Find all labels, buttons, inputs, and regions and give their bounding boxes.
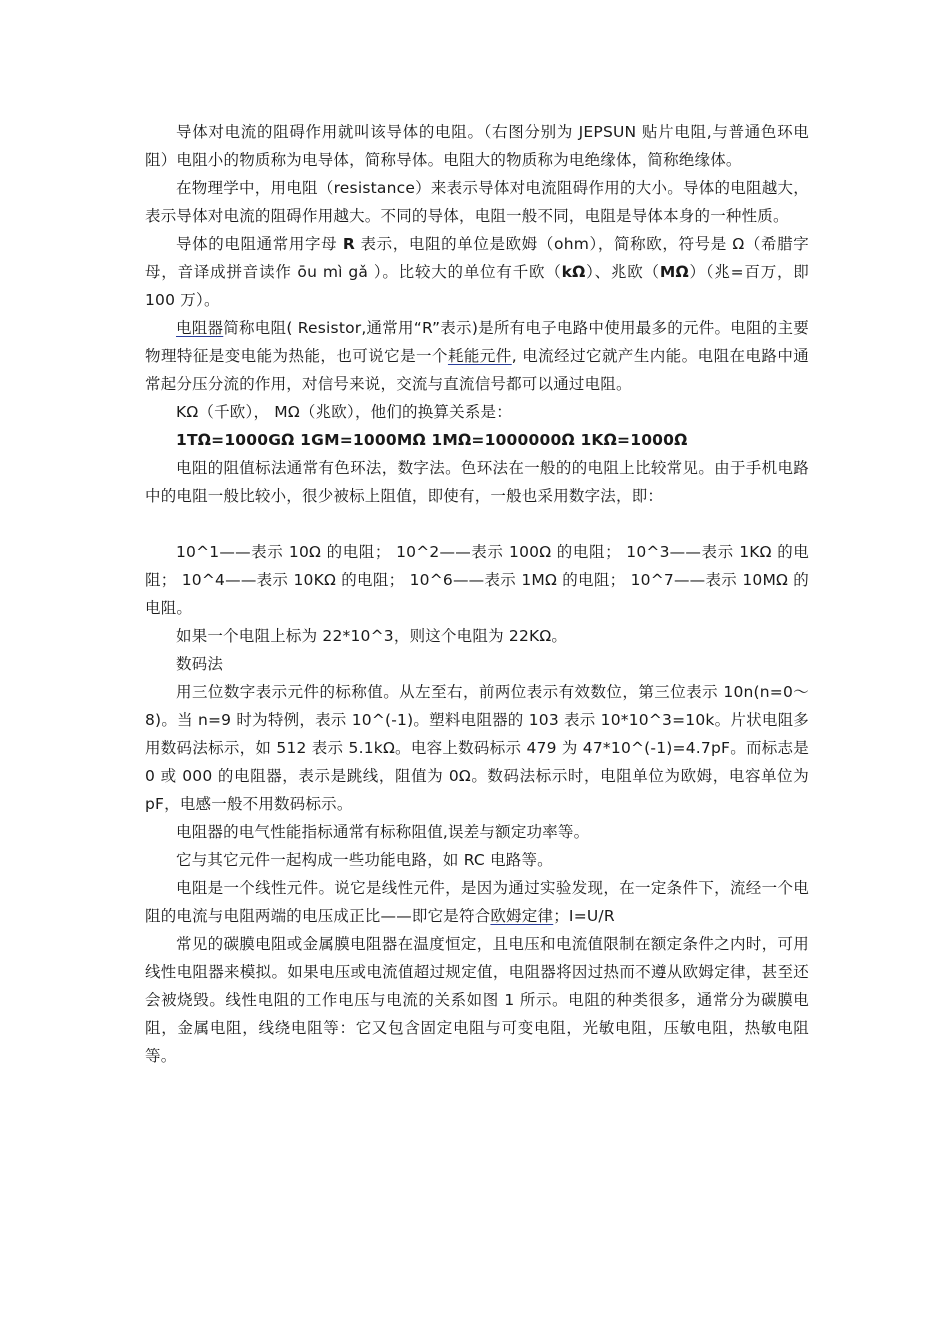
units-text-e: ）、兆欧（ [585, 263, 660, 281]
link-ohms-law[interactable]: 欧姆定律 [490, 907, 554, 925]
unit-mohm: MΩ [659, 263, 689, 281]
resistor-text-b: , 电流经过它就产生内能。电阻在电路中通常起分压分流的作用，对信号来说，交流与直流信号都可以通过电阻。 [145, 347, 809, 393]
paragraph-definition: 导体对电流的阻碍作用就叫该导体的电阻。（右图分别为 JEPSUN 贴片电阻,与普通色环电阻）电阻小的物质称为电导体，简称导体。电阻大的物质称为电绝缘体，简称绝缘体。 [145, 123, 809, 169]
paragraph-digit-code: 用三位数字表示元件的标称值。从左至右，前两位表示有效数位，第三位表示 10n(n=0～8)。当 n=9 时为特例，表示 10^(-1)。塑料电阻器的 103 表示 10*10^3=10k。片状电阻多用数码法标示，如 512 表示 5.1kΩ。电容上数码标示 479 为 47*10^(-1)=4.7pF。而标志是 0 或 000 的电阻器，表示是跳线，阻值为 0Ω。数码法标示时，电阻单位为欧姆，电容单位为 pF，电感一般不用数码标示。 [145, 683, 809, 813]
paragraph-conversion-intro: KΩ（千欧）， MΩ（兆欧），他们的换算关系是： [176, 403, 512, 421]
paragraph-power-list: 10^1——表示 10Ω 的电阻； 10^2——表示 100Ω 的电阻； 10^3——表示 1KΩ 的电阻； 10^4——表示 10KΩ 的电阻； 10^6——表示 1MΩ 的电阻； 10^7——表示 10MΩ 的电阻。 [145, 543, 809, 617]
units-text-a: 导体的电阻通常用字母 [176, 235, 343, 253]
paragraph-marking-methods: 电阻的阻值标法通常有色环法，数字法。色环法在一般的的电阻上比较常见。由于手机电路中的电阻一般比较小，很少被标上阻值，即使有，一般也采用数字法，即： [145, 459, 809, 505]
heading-digit-code: 数码法 [176, 655, 224, 673]
document-body [145, 118, 809, 1070]
paragraph-conversion-formula: 1TΩ=1000GΩ 1GM=1000MΩ 1MΩ=1000000Ω 1KΩ=1000Ω [176, 431, 688, 449]
symbol-r: R [342, 235, 355, 253]
paragraph-linear [145, 874, 809, 930]
link-energy-element[interactable]: 耗能元件 [447, 347, 512, 365]
paragraph-resistor [145, 314, 809, 398]
link-resistor[interactable]: 电阻器 [176, 319, 224, 337]
paragraph-units [145, 230, 809, 314]
paragraph-rc-circuit: 它与其它元件一起构成一些功能电路，如 RC 电路等。 [176, 851, 553, 869]
paragraph-specs: 电阻器的电气性能指标通常有标称阻值,误差与额定功率等。 [176, 823, 590, 841]
resistor-text-a: 简称电阻( Resistor,通常用“R”表示)是所有电子电路中使用最多的元件。电阻的主要物理特征是变电能为热能，也可说它是一个 [145, 319, 809, 365]
paragraph-physics: 在物理学中，用电阻（resistance）来表示导体对电流阻碍作用的大小。导体的电阻越大，表示导体对电流的阻碍作用越大。不同的导体，电阻一般不同，电阻是导体本身的一种性质。 [145, 179, 809, 225]
paragraph-example: 如果一个电阻上标为 22*10^3，则这个电阻为 22KΩ。 [176, 627, 568, 645]
units-text-g: ）（兆=百万，即 100 万）。 [145, 263, 809, 309]
unit-kohm: kΩ [561, 263, 586, 281]
linear-text-a: 电阻是一个线性元件。说它是线性元件，是因为通过实验发现，在一定条件下，流经一个电阻的电流与电阻两端的电压成正比——即它是符合 [145, 879, 809, 925]
units-text-c: 表示，电阻的单位是欧姆（ohm），简称欧，符号是 Ω（希腊字母，音译成拼音读作 ōu mì gǎ ）。比较大的单位有千欧（ [145, 235, 809, 281]
linear-text-b: ；I=U/R [553, 907, 615, 925]
paragraph-types: 常见的碳膜电阻或金属膜电阻器在温度恒定，且电压和电流值限制在额定条件之内时，可用线性电阻器来模拟。如果电压或电流值超过规定值，电阻器将因过热而不遵从欧姆定律，甚至还会被烧毁。线性电阻的工作电压与电流的关系如图 1 所示。电阻的种类很多，通常分为碳膜电阻，金属电阻，线绕电阻等：它又包含固定电阻与可变电阻，光敏电阻，压敏电阻，热敏电阻等。 [145, 935, 809, 1065]
